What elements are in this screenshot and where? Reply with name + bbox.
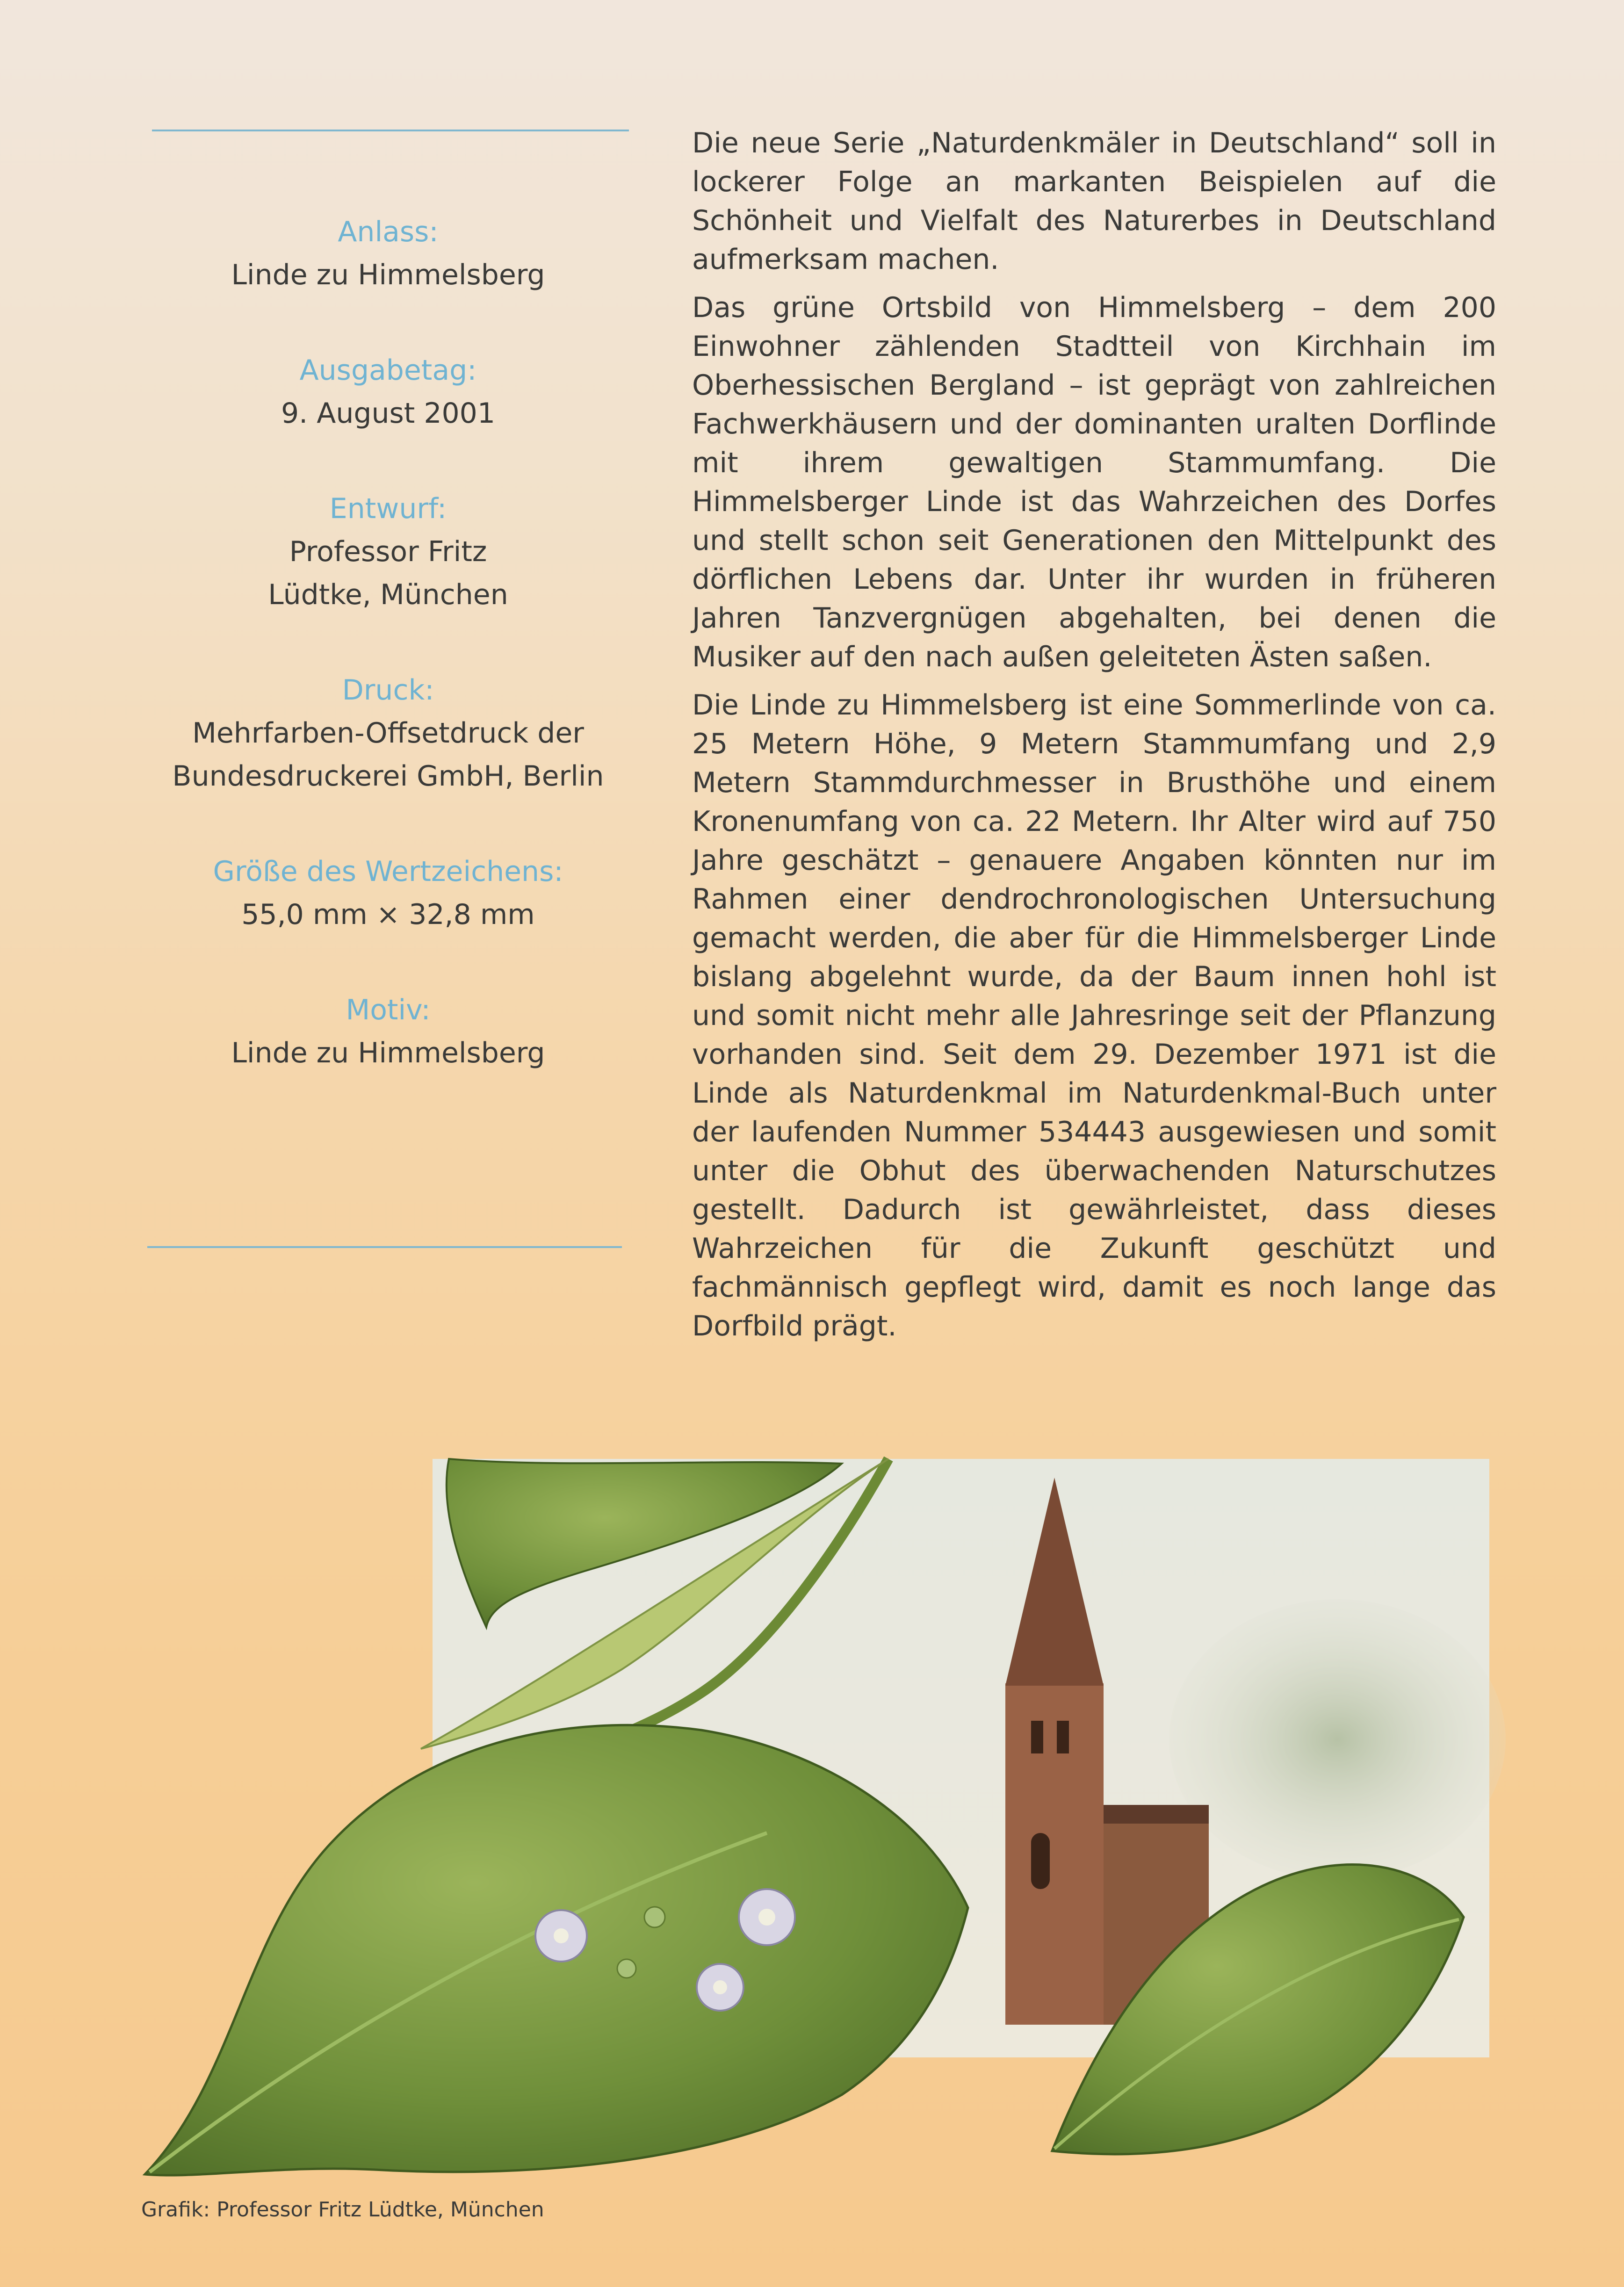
fact-value: Professor Fritz Lüdtke, München [268,535,508,611]
paragraph: Das grüne Ortsbild von Himmelsberg – dem 200 Einwohner zählenden Stadtteil von Kirchhain im Oberhessischen Bergland – ist geprägt von zahlreichen Fachwerkhäusern und der dominanten uralten Dorflinde mit ihrem gewaltigen Stammumfang. Die Himmelsberger Linde ist das Wahrzeichen des Dorfes und stellt schon seit Generationen den Mittelpunkt des dörflichen Lebens dar. Unter ihr wurden in früheren Jahren Tanzvergnügen abgehalten, bei denen die Musiker auf den nach außen geleiteten Ästen saßen. [692,291,1496,673]
stamp-facts [117,210,659,1127]
fact-printing [117,669,659,798]
fact-value: Mehrfarben-Offsetdruck der Bundesdruckerei GmbH, Berlin [172,717,604,793]
fact-stamp-size [117,850,659,936]
paragraph: Die Linde zu Himmelsberg ist eine Sommerlinde von ca. 25 Metern Höhe, 9 Metern Stammumfang und 2,9 Metern Stammdurchmesser in Brusthöhe und einem Kronenumfang von ca. 22 Metern. Ihr Alter wird auf 750 Jahre geschätzt – genauere Angaben könnten nur im Rahmen einer dendrochronologischen Untersuchung gemacht werden, die aber für die Himmelsberger Linde bislang abgelehnt wurde, da der Baum innen hohl ist und somit nicht mehr alle Jahresringe seit der Pflanzung vorhanden sind. Seit dem 29. Dezember 1971 ist die Linde als Naturdenkmal im Naturdenkmal-Buch unter der laufenden Nummer 534443 ausgewiesen und somit unter die Obhut des überwachenden Naturschutzes gestellt. Dadurch ist gewährleistet, dass dieses Wahrzeichen für die Zukunft geschützt und fachmännisch gepflegt wird, damit es noch lange das Dorfbild prägt. [692,689,1496,1342]
fact-value: Linde zu Himmelsberg [231,259,545,291]
fact-label: Größe des Wertzeichens: [213,855,563,888]
fact-label: Entwurf: [329,492,447,525]
fact-design [117,487,659,616]
linden-and-church-illustration [0,1450,1624,2221]
top-divider [152,130,629,131]
background-tree [1169,1599,1506,1880]
illustration-credit: Grafik: Professor Fritz Lüdtke, München [141,2198,544,2222]
fact-label: Anlass: [338,216,439,248]
fact-value: 9. August 2001 [281,397,496,430]
fact-label: Ausgabetag: [299,354,477,387]
fact-motif [117,988,659,1075]
paragraph: Die neue Serie „Naturdenkmäler in Deutschland“ soll in lockerer Folge an markanten Beispielen auf die Schönheit und Vielfalt des Naturerbes in Deutschland aufmerksam machen. [692,127,1496,276]
fact-occasion [117,210,659,296]
article-text [692,124,1496,1355]
fact-issue-date [117,349,659,435]
fact-label: Motiv: [346,994,431,1026]
fact-value: Linde zu Himmelsberg [231,1037,545,1069]
fact-value: 55,0 mm × 32,8 mm [241,898,535,931]
fact-label: Druck: [342,674,434,707]
bottom-divider [147,1246,622,1248]
